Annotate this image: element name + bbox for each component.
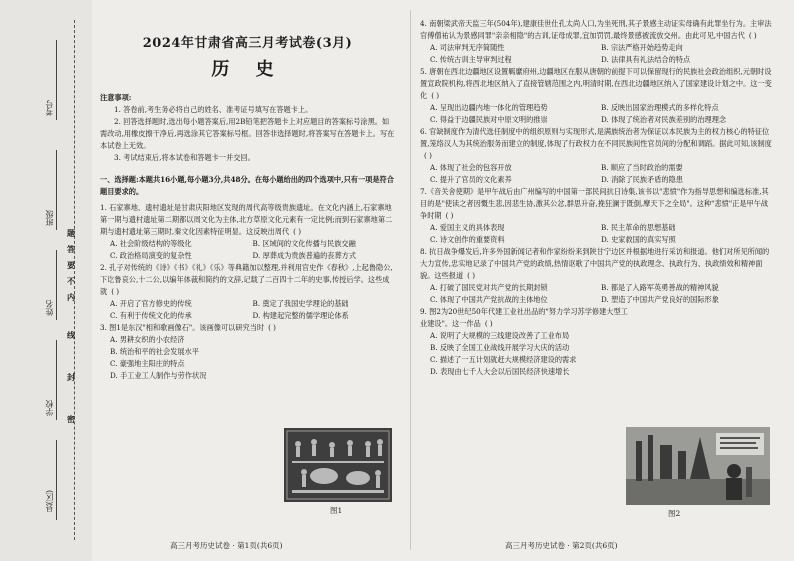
option: C. 得益于边疆民族对中原文明的推崇 — [430, 115, 548, 124]
option: D. 消除了民族矛盾的隐患 — [601, 175, 683, 184]
answer-bracket: ( ) — [431, 91, 440, 100]
answer-bracket: ( ) — [424, 151, 432, 160]
option: C. 体现了中国共产党抗战的主体地位 — [430, 295, 548, 304]
option: D. 法律具有礼法结合的特点 — [601, 55, 691, 64]
note-item: 2. 回答选择题时,选出每小题答案后,用2B铅笔把答题卡上对应题目的答案标号涂黑。如需改动,用橡皮擦干净后,再选涂其它答案标号框。回答非选择题时,将答案写在答题卡上。写在本试卷上无效。 — [100, 117, 395, 150]
answer-bracket: ( ) — [111, 287, 120, 296]
option: C. 提升了官员的文化素养 — [430, 175, 512, 184]
option: D. 厚葬成为贵族普遍的丧葬方式 — [252, 251, 357, 260]
question-8-options — [430, 282, 772, 306]
subject-title: 历 史 — [211, 59, 284, 80]
option: C. 豪强地主阳庄的特点 — [110, 359, 185, 368]
answer-bracket: ( ) — [484, 319, 493, 328]
option: D. 构建起完整的儒学理论体系 — [252, 311, 349, 320]
exam-no-underline — [56, 40, 57, 120]
question-8-stem — [420, 246, 772, 282]
option: A. 开启了官方修史的传统 — [110, 299, 192, 308]
seal-char: 密 — [67, 414, 75, 424]
question-text: 8. 抗日战争爆发后,许多外国新闻记者和作家纷纷来到陕甘宁边区并根据地进行采访和报道。他们对所见所闻的大力宣传,忠实地记录了中国共产党的政绩,热情讴歌了中国共产党的执政理念、执政行为、执政绩效和精神面貌。这些报道 — [420, 247, 770, 280]
answer-bracket: ( ) — [467, 271, 476, 280]
binding-field-county: 县(区) — [45, 490, 54, 513]
question-4-options — [430, 42, 772, 66]
option: C. 传统古训主导审判过程 — [430, 55, 512, 64]
figure-2-image — [626, 427, 770, 505]
option: A. 打破了国民党对共产党的长期封锁 — [430, 283, 548, 292]
option: A. 呈现出边疆内地一体化的管理趋势 — [430, 103, 548, 112]
option: A. 社会阶级结构的等级化 — [110, 239, 192, 248]
question-6-stem — [420, 126, 772, 162]
question-3-stem — [100, 322, 282, 334]
option: D. 史家救国的真实写照 — [601, 235, 676, 244]
question-5-options — [430, 102, 772, 126]
question-2-stem — [100, 262, 395, 298]
question-text: 1. 石家寨地、遗村遗址是甘肃庆阳地区发现的周代高等级贵族遗址。在文化内涵上,石家寨地第一期与遗村遗址第二期都以周文化为主体,北方草原文化元素有一定比例;而到石家寨地第二期与遗村遗址第三期时,秦文化因素特征明显。这反映出周代 — [100, 203, 393, 236]
question-9-stem — [420, 306, 632, 330]
question-4-stem — [420, 18, 772, 42]
option: C. 政治格局演变的复杂性 — [110, 251, 192, 260]
answer-bracket: ( ) — [445, 211, 454, 220]
option: B. 反映了全国工业战线开展学习大庆的活动 — [430, 343, 570, 352]
option: A. 司法审判无序简随性 — [430, 43, 505, 52]
question-text: 5. 唐朝在西北边疆地区设置羁縻府州,边疆地区在服从唐朝的前提下可以保留现行的民族社会政治组织,元朝时设置宣政院机构,将西北地区纳入了直接管辖范围之内,明清时期,在西北边疆地区纳入了国家建设计划之中。这一变化 — [420, 67, 772, 100]
figure-1-caption: 图1 — [330, 506, 343, 515]
seal-char: 答 — [67, 244, 75, 254]
note-item: 3. 考试结束后,将本试卷和答题卡一并交回。 — [114, 153, 255, 162]
notes-heading: 注意事项: — [100, 93, 132, 102]
seal-char: 不 — [67, 276, 75, 286]
seal-char: 内 — [67, 292, 75, 302]
option: B. 宗法严格开始趋势走向 — [601, 43, 683, 52]
seal-char: 要 — [67, 260, 75, 270]
question-2-options — [110, 298, 395, 322]
question-text: 3. 图1是东汉"相和歌画像石"。该画像可以研究当时 — [100, 323, 265, 332]
option: B. 顺应了当时政治的需要 — [601, 163, 683, 172]
option: B. 区域间的文化传播与民族交融 — [252, 239, 356, 248]
question-text: 6. 官缺制度作为清代选任制度中的组织原则与实现形式,是满族统治者为保证以本民族为主的权力核心的特征位置,笼络汉人为其统治服务而建立的制度,体现了行政权力在不同民族间性官员间的分配和调蹈。据此可知,该制度 — [420, 127, 772, 148]
question-7-options — [430, 222, 772, 246]
question-1-options — [110, 238, 395, 262]
binding-field-exam-no: 考号 — [45, 100, 54, 116]
question-1-stem — [100, 202, 395, 238]
seal-char: 封 — [67, 372, 75, 382]
option: B. 统治和平的社会发展水平 — [110, 347, 199, 356]
binding-field-class: 班级 — [45, 210, 54, 226]
option: A. 男耕女织的小农经济 — [110, 335, 185, 344]
question-6-options — [430, 162, 772, 186]
left-page — [100, 18, 395, 382]
seal-char: 线 — [67, 330, 75, 340]
answer-bracket: ( ) — [748, 31, 757, 40]
question-text: 4. 南朝梁武帝天监三年(504年),建康佳世仕孔太尚人口,为坐死刑,其子景感主动证实母确有此罪坐行为。主审法官傅僧祐认为景感同罪"亲亲相隐"的古训,证母成罪,宜加罚罚,最终景感被流放交州。由此可见,中国古代 — [420, 19, 772, 40]
answer-bracket: ( ) — [268, 323, 276, 332]
figure-1-image — [284, 428, 392, 502]
section-heading: 一、选择题:本题共16小题,每小题3分,共48分。在每小题给出的四个选项中,只有一项是符合题目要求的。 — [100, 175, 394, 196]
option: A. 说明了大规模的三线建设改善了工业布局 — [430, 331, 570, 340]
question-text: 7.《音关舍使期》是甲午战后由广州编写的中国第一部民间抗日诗集,该书以"悲愤"作为指导思想和编选标准,其目的是"使读之者因慨生悲,因悲生协,激其公忿,群思升奋,挽狂澜于既倒,摩天下之全局"。这种"悲愤"正是甲午战争时期 — [420, 187, 769, 220]
option: C. 诗文创作的重要资料 — [430, 235, 505, 244]
seal-char: 题 — [67, 228, 75, 238]
figure-2-caption: 图2 — [668, 509, 681, 518]
note-item: 1. 答卷前,考生务必将自己的姓名、准考证号填写在答题卡上。 — [114, 105, 313, 114]
option: A. 体现了社会的包容开放 — [430, 163, 512, 172]
option: C. 描述了一五计划就赶大规模经济建设的需求 — [430, 355, 577, 364]
option: D. 体现了统治者对民族差别的治理理念 — [601, 115, 727, 124]
option: B. 奠定了我国史学理论的基础 — [252, 299, 349, 308]
option: B. 反映出国家治理模式的多样化特点 — [601, 103, 719, 112]
binding-field-school: 学校 — [45, 400, 54, 416]
right-page — [420, 18, 772, 378]
option: D. 塑造了中国共产党良好的国际形象 — [601, 295, 719, 304]
question-text: 9. 图2为20世纪50年代建工业社出品的"努力学习苏学修建大型工业建设"。这一作品 — [420, 307, 628, 328]
class-underline — [56, 150, 57, 230]
school-underline — [56, 340, 57, 420]
name-underline — [56, 250, 57, 320]
binding-strip — [0, 0, 92, 561]
stone-relief-picture — [284, 428, 392, 502]
answer-bracket: ( ) — [293, 227, 302, 236]
question-text: 2. 孔子对传统的《诗》《书》《礼》《乐》等典籍加以整理,并利用官史作《春秋》,上起鲁隐公,下讫鲁哀公,十二公,以编年体裁和简约的文辞,记载了二百四十二年的史事,传授后学。这些成就 — [100, 263, 393, 296]
question-5-stem — [420, 66, 772, 102]
option: C. 有利于传统文化的传承 — [110, 311, 192, 320]
option: B. 都是了入路军英勇善战的精神风貌 — [601, 283, 719, 292]
industrial-poster-picture — [626, 427, 770, 505]
option: D. 手工业工人制作与劳作状况 — [110, 371, 207, 380]
right-page-footer: 高三月考历史试卷 · 第2页(共6页) — [505, 541, 618, 550]
question-7-stem — [420, 186, 772, 222]
option: A. 爱国主义的具体表现 — [430, 223, 505, 232]
binding-field-name: 姓名 — [45, 300, 54, 316]
option: B. 民主革命的思想基础 — [601, 223, 676, 232]
county-underline — [56, 440, 57, 520]
page-divider — [410, 10, 411, 550]
left-page-footer: 高三月考历史试卷 · 第1页(共6页) — [170, 541, 283, 550]
option: D. 表现由七千人大会以后国民经济快速增长 — [430, 367, 570, 376]
exam-title: 2024年甘肃省高三月考试卷(3月) — [142, 36, 353, 51]
